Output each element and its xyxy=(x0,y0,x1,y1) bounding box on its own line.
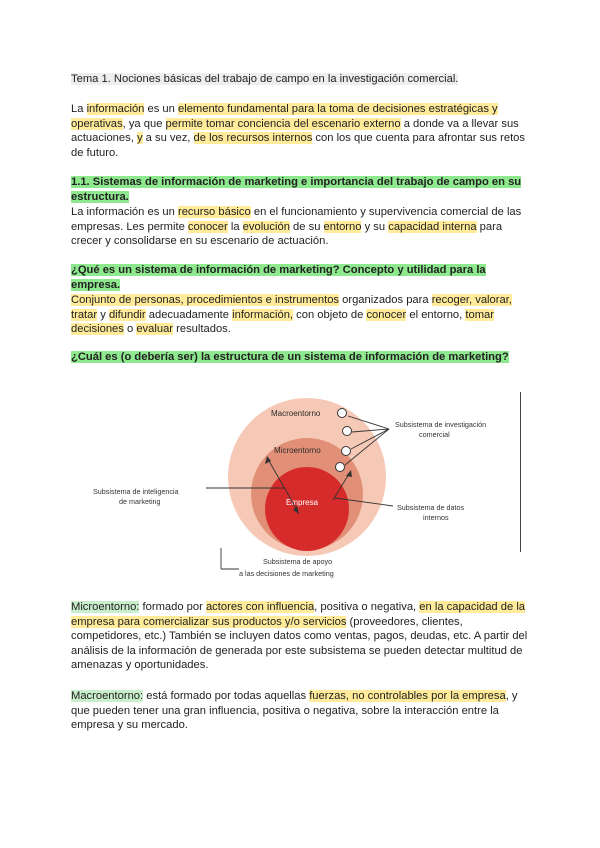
diagram-element: a las decisiones de marketing xyxy=(239,569,334,578)
text-segment: resultados. xyxy=(173,323,231,336)
macroentorno-label: Macroentorno xyxy=(271,409,321,418)
diagram-element: de marketing xyxy=(119,497,161,506)
text-segment: 1.1. Sistemas de información de marketing e importancia del trabajo de campo en su estructura. xyxy=(71,176,522,203)
text-segment: es un xyxy=(144,103,178,115)
intro-paragraph xyxy=(71,102,531,160)
investigacion-label xyxy=(395,420,488,439)
text-segment: de los recursos internos xyxy=(193,132,313,145)
text-segment: en el funcionamiento y supervivencia comercial de las empresas. Les permite xyxy=(71,206,522,233)
text-segment: actores con influencia xyxy=(205,601,315,613)
text-segment: evaluar xyxy=(136,323,174,336)
text-segment: permite tomar conciencia del escenario externo xyxy=(165,117,401,130)
inteligencia-label xyxy=(93,487,181,506)
text-segment: a donde va a llevar sus actuaciones, xyxy=(71,117,519,145)
microentorno-paragraph xyxy=(71,600,531,673)
text-segment: está formado por todas aquellas xyxy=(143,690,310,702)
text-segment: con objeto de xyxy=(293,308,367,321)
text-segment: Conjunto de personas, procedimientos e instrumentos xyxy=(71,294,340,306)
text-segment: (proveedores, clientes, competidores, etc.) También se incluyen datos como ventas, pagos, deudas, etc. A partir del análisis de la información de generada por este subsistema se pueden detectar multitud de amenazas y oportunidades. xyxy=(71,615,528,672)
text-segment: de su xyxy=(289,220,324,233)
section1-paragraph xyxy=(71,205,531,249)
document-title xyxy=(71,72,531,87)
text-segment: ¿Cuál es (o debería ser) la estructura de un sistema de información de marketing? xyxy=(71,351,509,363)
text-segment: formado por xyxy=(139,601,206,613)
section2-paragraph xyxy=(71,293,531,337)
text-segment: La información es un xyxy=(71,206,178,218)
text-segment: para crecer y consolidarse en su escenario de actuación. xyxy=(71,220,503,248)
text-segment: entorno xyxy=(323,220,362,233)
section2-heading xyxy=(71,263,531,292)
text-segment: adecuadamente xyxy=(145,308,233,321)
datos-label xyxy=(397,503,466,522)
text-segment: La xyxy=(71,103,87,115)
microentorno-label: Microentorno xyxy=(274,446,321,455)
node-circle xyxy=(343,427,352,436)
text-segment: organizados para xyxy=(339,294,432,306)
diagram-element: internos xyxy=(423,513,449,522)
diagram-element: Subsistema de datos xyxy=(397,503,465,512)
text-segment: recoger, valorar, tratar xyxy=(71,294,512,321)
diagram-element: Subsistema de inteligencia xyxy=(93,487,179,496)
node-circle xyxy=(338,409,347,418)
text-segment: información xyxy=(86,103,145,115)
text-segment: información, xyxy=(232,308,294,321)
text-segment: Macroentorno: xyxy=(71,690,144,702)
text-segment: ¿Qué es un sistema de información de marketing? Concepto y utilidad para la empresa. xyxy=(71,264,486,291)
macroentorno-paragraph xyxy=(71,689,531,733)
empresa-circle xyxy=(265,467,349,551)
text-segment: y xyxy=(97,308,109,321)
text-segment: la xyxy=(227,220,243,233)
text-segment: evolución xyxy=(242,220,290,233)
apoyo-label xyxy=(239,557,334,578)
text-segment: tomar decisiones xyxy=(71,308,494,336)
text-segment: , ya que xyxy=(122,117,166,130)
diagram-element: comercial xyxy=(419,430,450,439)
text-segment: conocer xyxy=(187,220,228,233)
right-edge-line xyxy=(520,392,521,552)
text-segment: , y que pueden tener una gran influencia, positiva o negativa, sobre la interacción entre la empresa y su mercado. xyxy=(71,690,518,732)
text-segment: recurso básico xyxy=(177,206,251,218)
sim-diagram xyxy=(71,372,531,587)
text-segment: Tema 1. Nociones básicas del trabajo de campo en la investigación comercial. xyxy=(71,73,459,85)
text-segment: , positiva o negativa, xyxy=(314,601,420,613)
text-segment: Microentorno: xyxy=(71,601,140,613)
text-segment: en la capacidad de la empresa para comercializar sus productos y/o servicios xyxy=(71,601,526,628)
text-segment: difundir xyxy=(108,308,146,321)
section1-heading xyxy=(71,175,531,204)
text-segment: con los que cuenta para afrontar sus retos de futuro. xyxy=(71,132,526,159)
text-segment: conocer xyxy=(366,308,407,321)
section3-heading xyxy=(71,350,531,365)
empresa-label: Empresa xyxy=(286,498,319,507)
text-segment: capacidad interna xyxy=(388,220,477,233)
text-segment: y su xyxy=(361,220,389,233)
text-segment: a su vez, xyxy=(142,132,194,145)
diagram-element: Subsistema de apoyo xyxy=(263,557,333,566)
text-segment: elemento fundamental para la toma de decisiones estratégicas y operativas xyxy=(71,103,498,130)
node-circle xyxy=(336,463,345,472)
text-segment: el entorno, xyxy=(406,308,466,321)
text-segment: o xyxy=(123,323,137,336)
text-segment: fuerzas, no controlables por la empresa xyxy=(309,690,506,702)
diagram-element: Subsistema de investigación xyxy=(395,420,487,429)
text-segment: y xyxy=(136,132,143,145)
node-circle xyxy=(342,447,351,456)
